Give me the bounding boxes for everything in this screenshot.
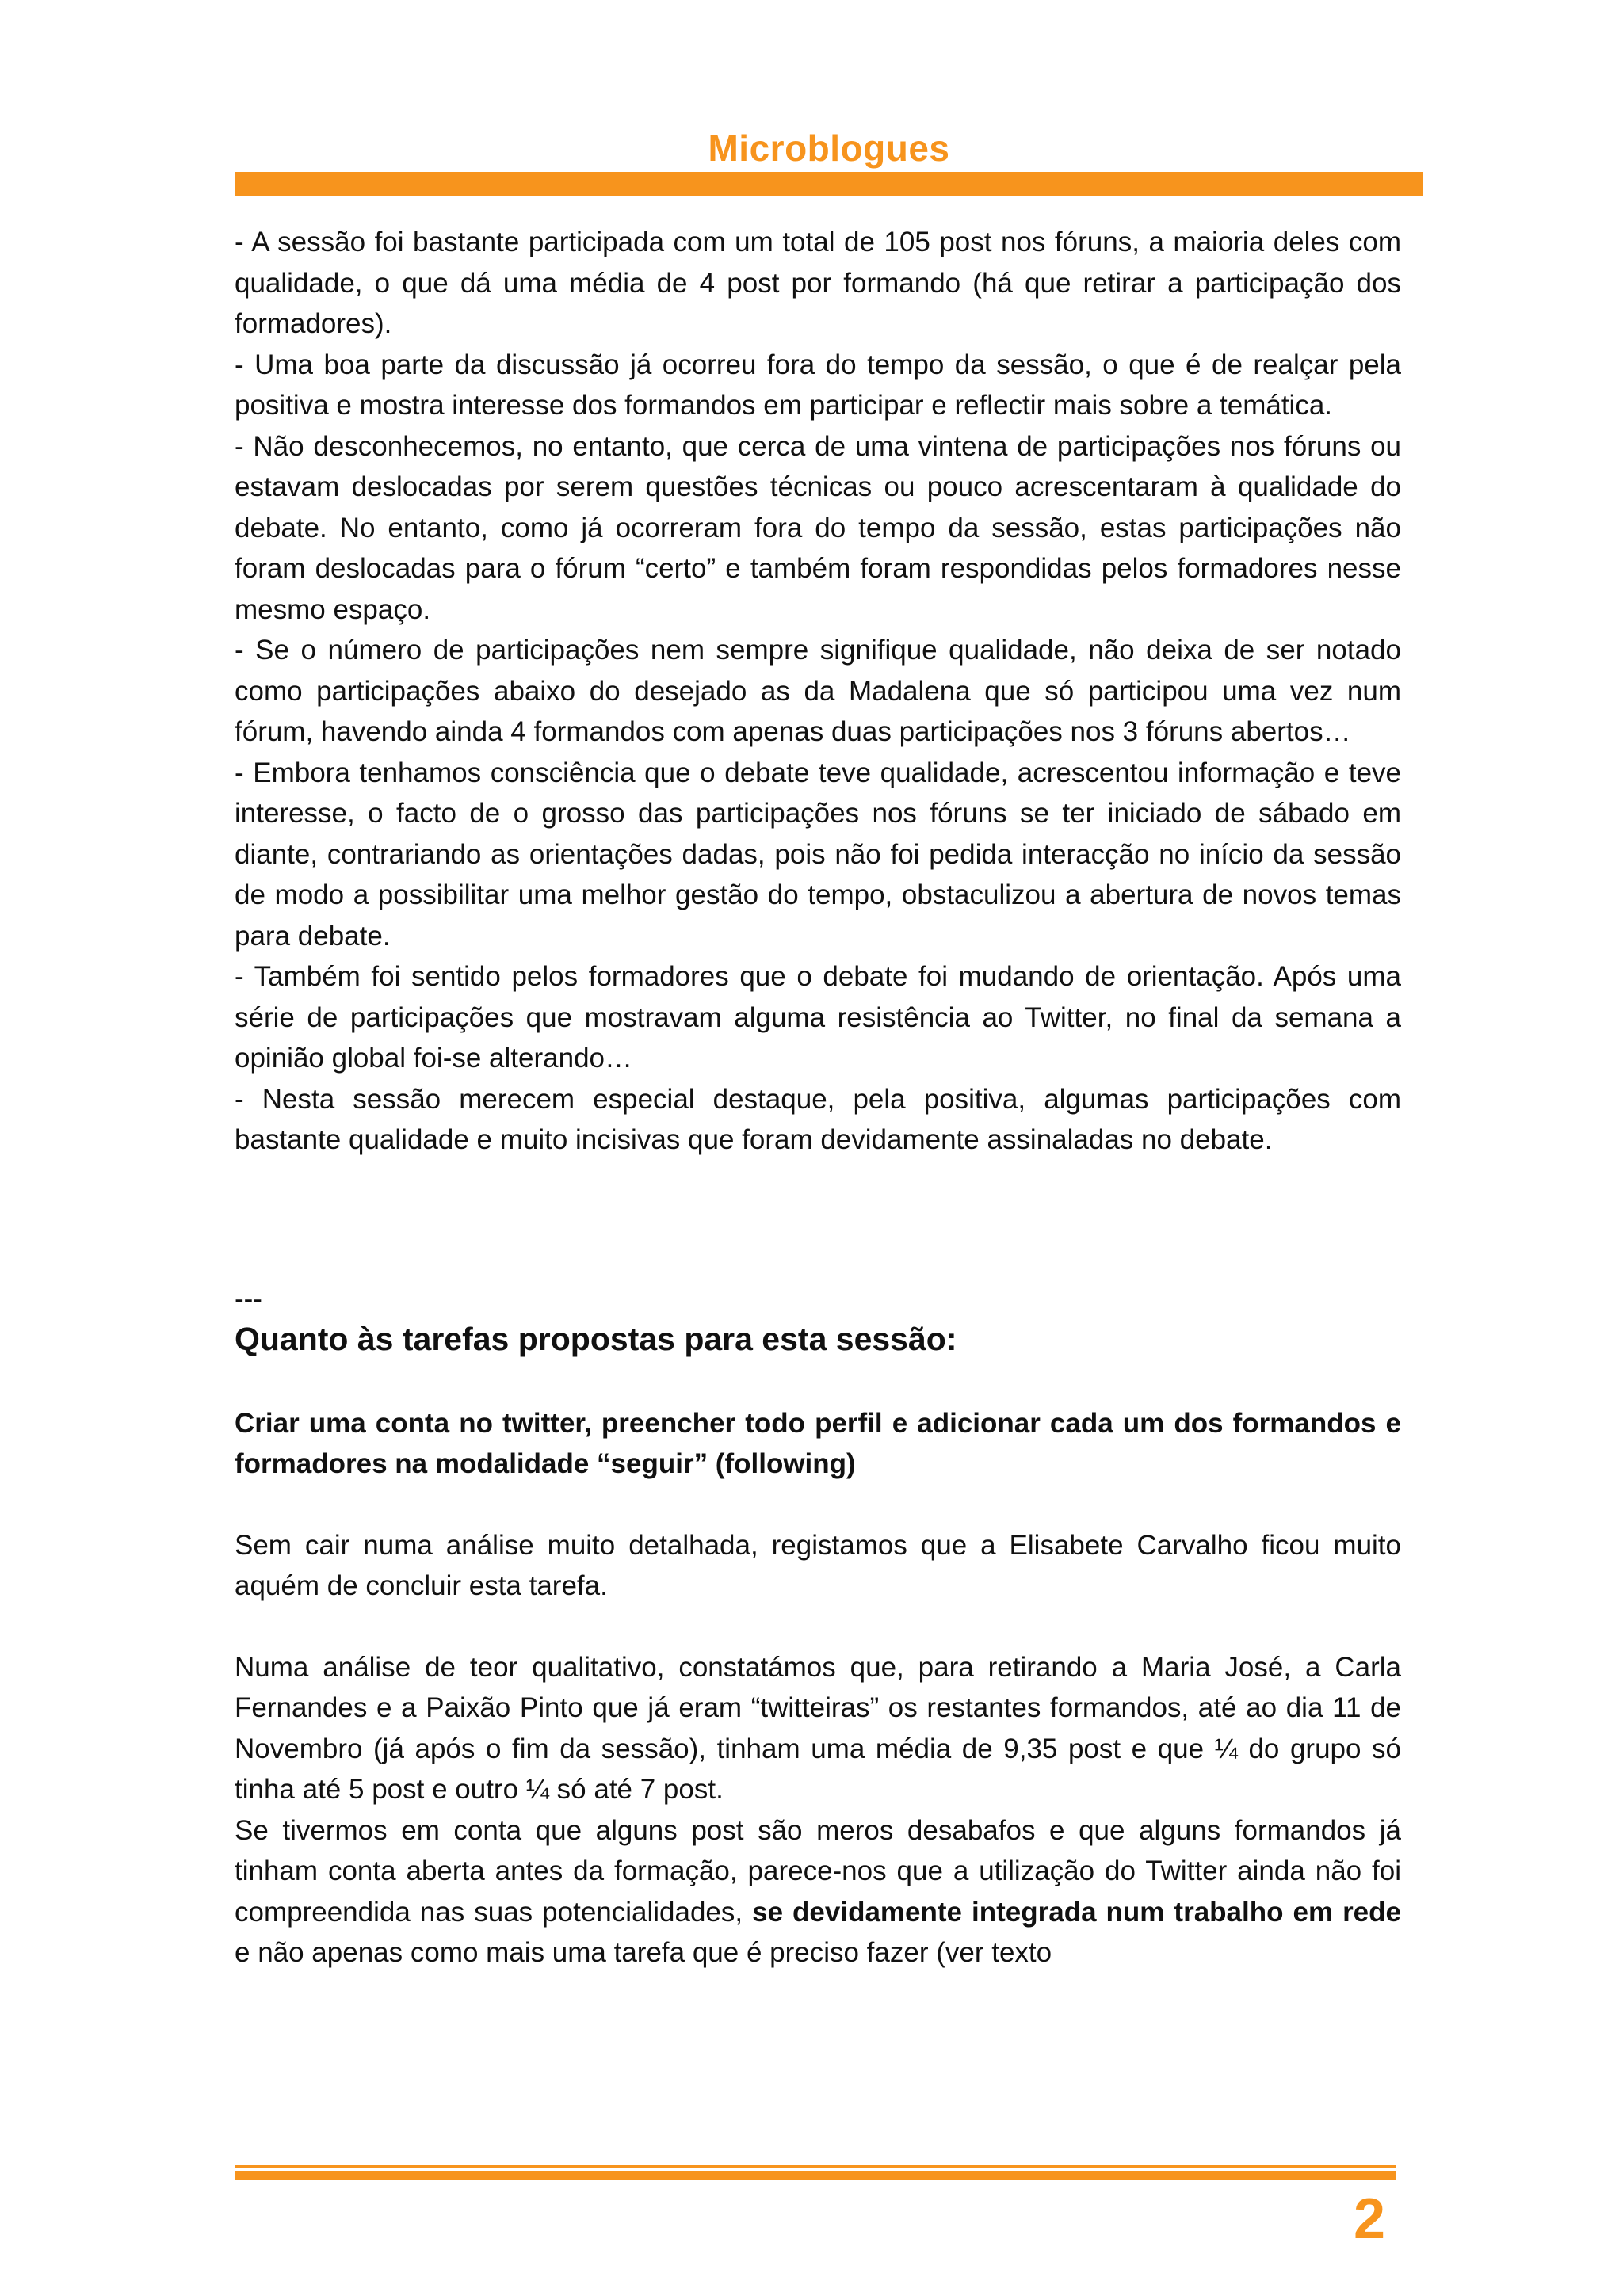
- text-run: Se tivermos em conta que alguns post são meros desabafos e que alguns formandos já tinham conta aberta antes da formação, parece-nos que a utilização do Twitter ainda não foi compreendida nas suas potencialidades,: [235, 1814, 1401, 1928]
- body-paragraph: - Embora tenhamos consciência que o debate teve qualidade, acrescentou informação e teve interesse, o facto de o grosso das participações nos fóruns se ter iniciado de sábado em diante, contrariando as orientações dadas, pois não foi pedida interacção no início da sessão de modo a possibilitar uma melhor gestão do tempo, obstaculizou a abertura de novos temas para debate.: [235, 757, 1401, 952]
- vertical-spacer: [235, 1485, 1401, 1525]
- vertical-spacer: [235, 1363, 1401, 1403]
- body-paragraph: - Nesta sessão merecem especial destaque, pela positiva, algumas participações com bastante qualidade e muito incisivas que foram devidamente assinaladas no debate.: [235, 1083, 1401, 1155]
- body-paragraph: - Também foi sentido pelos formadores que o debate foi mudando de orientação. Após uma série de participações que mostravam alguma resistência ao Twitter, no final da semana a opinião global foi-se alterando…: [235, 961, 1401, 1074]
- task-paragraph: Numa análise de teor qualitativo, constatámos que, para retirando a Maria José, a Carla Fernandes e a Paixão Pinto que já eram “twitteiras” os restantes formandos, até ao dia 11 de Novembro (já após o fim da sessão), tinham uma média de 9,35 post e que ¼ do grupo só tinha até 5 post e outro ¼ só até 7 post.: [235, 1651, 1401, 1805]
- body-paragraph: - Não desconhecemos, no entanto, que cerca de uma vintena de participações nos fóruns ou estavam deslocadas por serem questões técnicas ou pouco acrescentaram à qualidade do debate. No entanto, como já ocorreram fora do tempo da sessão, estas participações não foram deslocadas para o fórum “certo” e também foram respondidas pelos formadores nesse mesmo espaço.: [235, 430, 1401, 625]
- page-number: 2: [1353, 2187, 1385, 2251]
- text-run: e não apenas como mais uma tarefa que é preciso fazer (ver texto: [235, 1937, 1052, 1968]
- bold-text-run: se devidamente integrada num trabalho em rede: [752, 1896, 1401, 1928]
- task-paragraph: Sem cair numa análise muito detalhada, registamos que a Elisabete Carvalho ficou muito aquém de concluir esta tarefa.: [235, 1529, 1401, 1601]
- footer-rule-thin: [235, 2165, 1396, 2168]
- section-heading: Quanto às tarefas propostas para esta sessão:: [235, 1320, 957, 1357]
- document-header-title: Microblogues: [708, 128, 950, 169]
- body-paragraph: - Uma boa parte da discussão já ocorreu fora do tempo da sessão, o que é de realçar pela positiva e mostra interesse dos formandos em participar e reflectir mais sobre a temática.: [235, 349, 1401, 421]
- section-separator: ---: [235, 1283, 262, 1314]
- document-body: [235, 222, 1401, 1974]
- task-heading: Criar uma conta no twitter, preencher todo perfil e adicionar cada um dos formandos e formadores na modalidade “seguir” (following): [235, 1407, 1401, 1479]
- task-paragraph-last: [235, 1810, 1401, 1974]
- vertical-spacer: [235, 1607, 1401, 1647]
- vertical-spacer: [235, 1161, 1401, 1283]
- body-paragraph: - A sessão foi bastante participada com um total de 105 post nos fóruns, a maioria deles com qualidade, o que dá uma média de 4 post por formando (há que retirar a participação dos formadores).: [235, 227, 1401, 339]
- body-paragraph: - Se o número de participações nem sempre signifique qualidade, não deixa de ser notado como participações abaixo do desejado as da Madalena que só participou uma vez num fórum, havendo ainda 4 formandos com apenas duas participações nos 3 fóruns abertos…: [235, 635, 1401, 747]
- header-accent-bar: [235, 172, 1423, 196]
- footer-rule-thick: [235, 2171, 1396, 2180]
